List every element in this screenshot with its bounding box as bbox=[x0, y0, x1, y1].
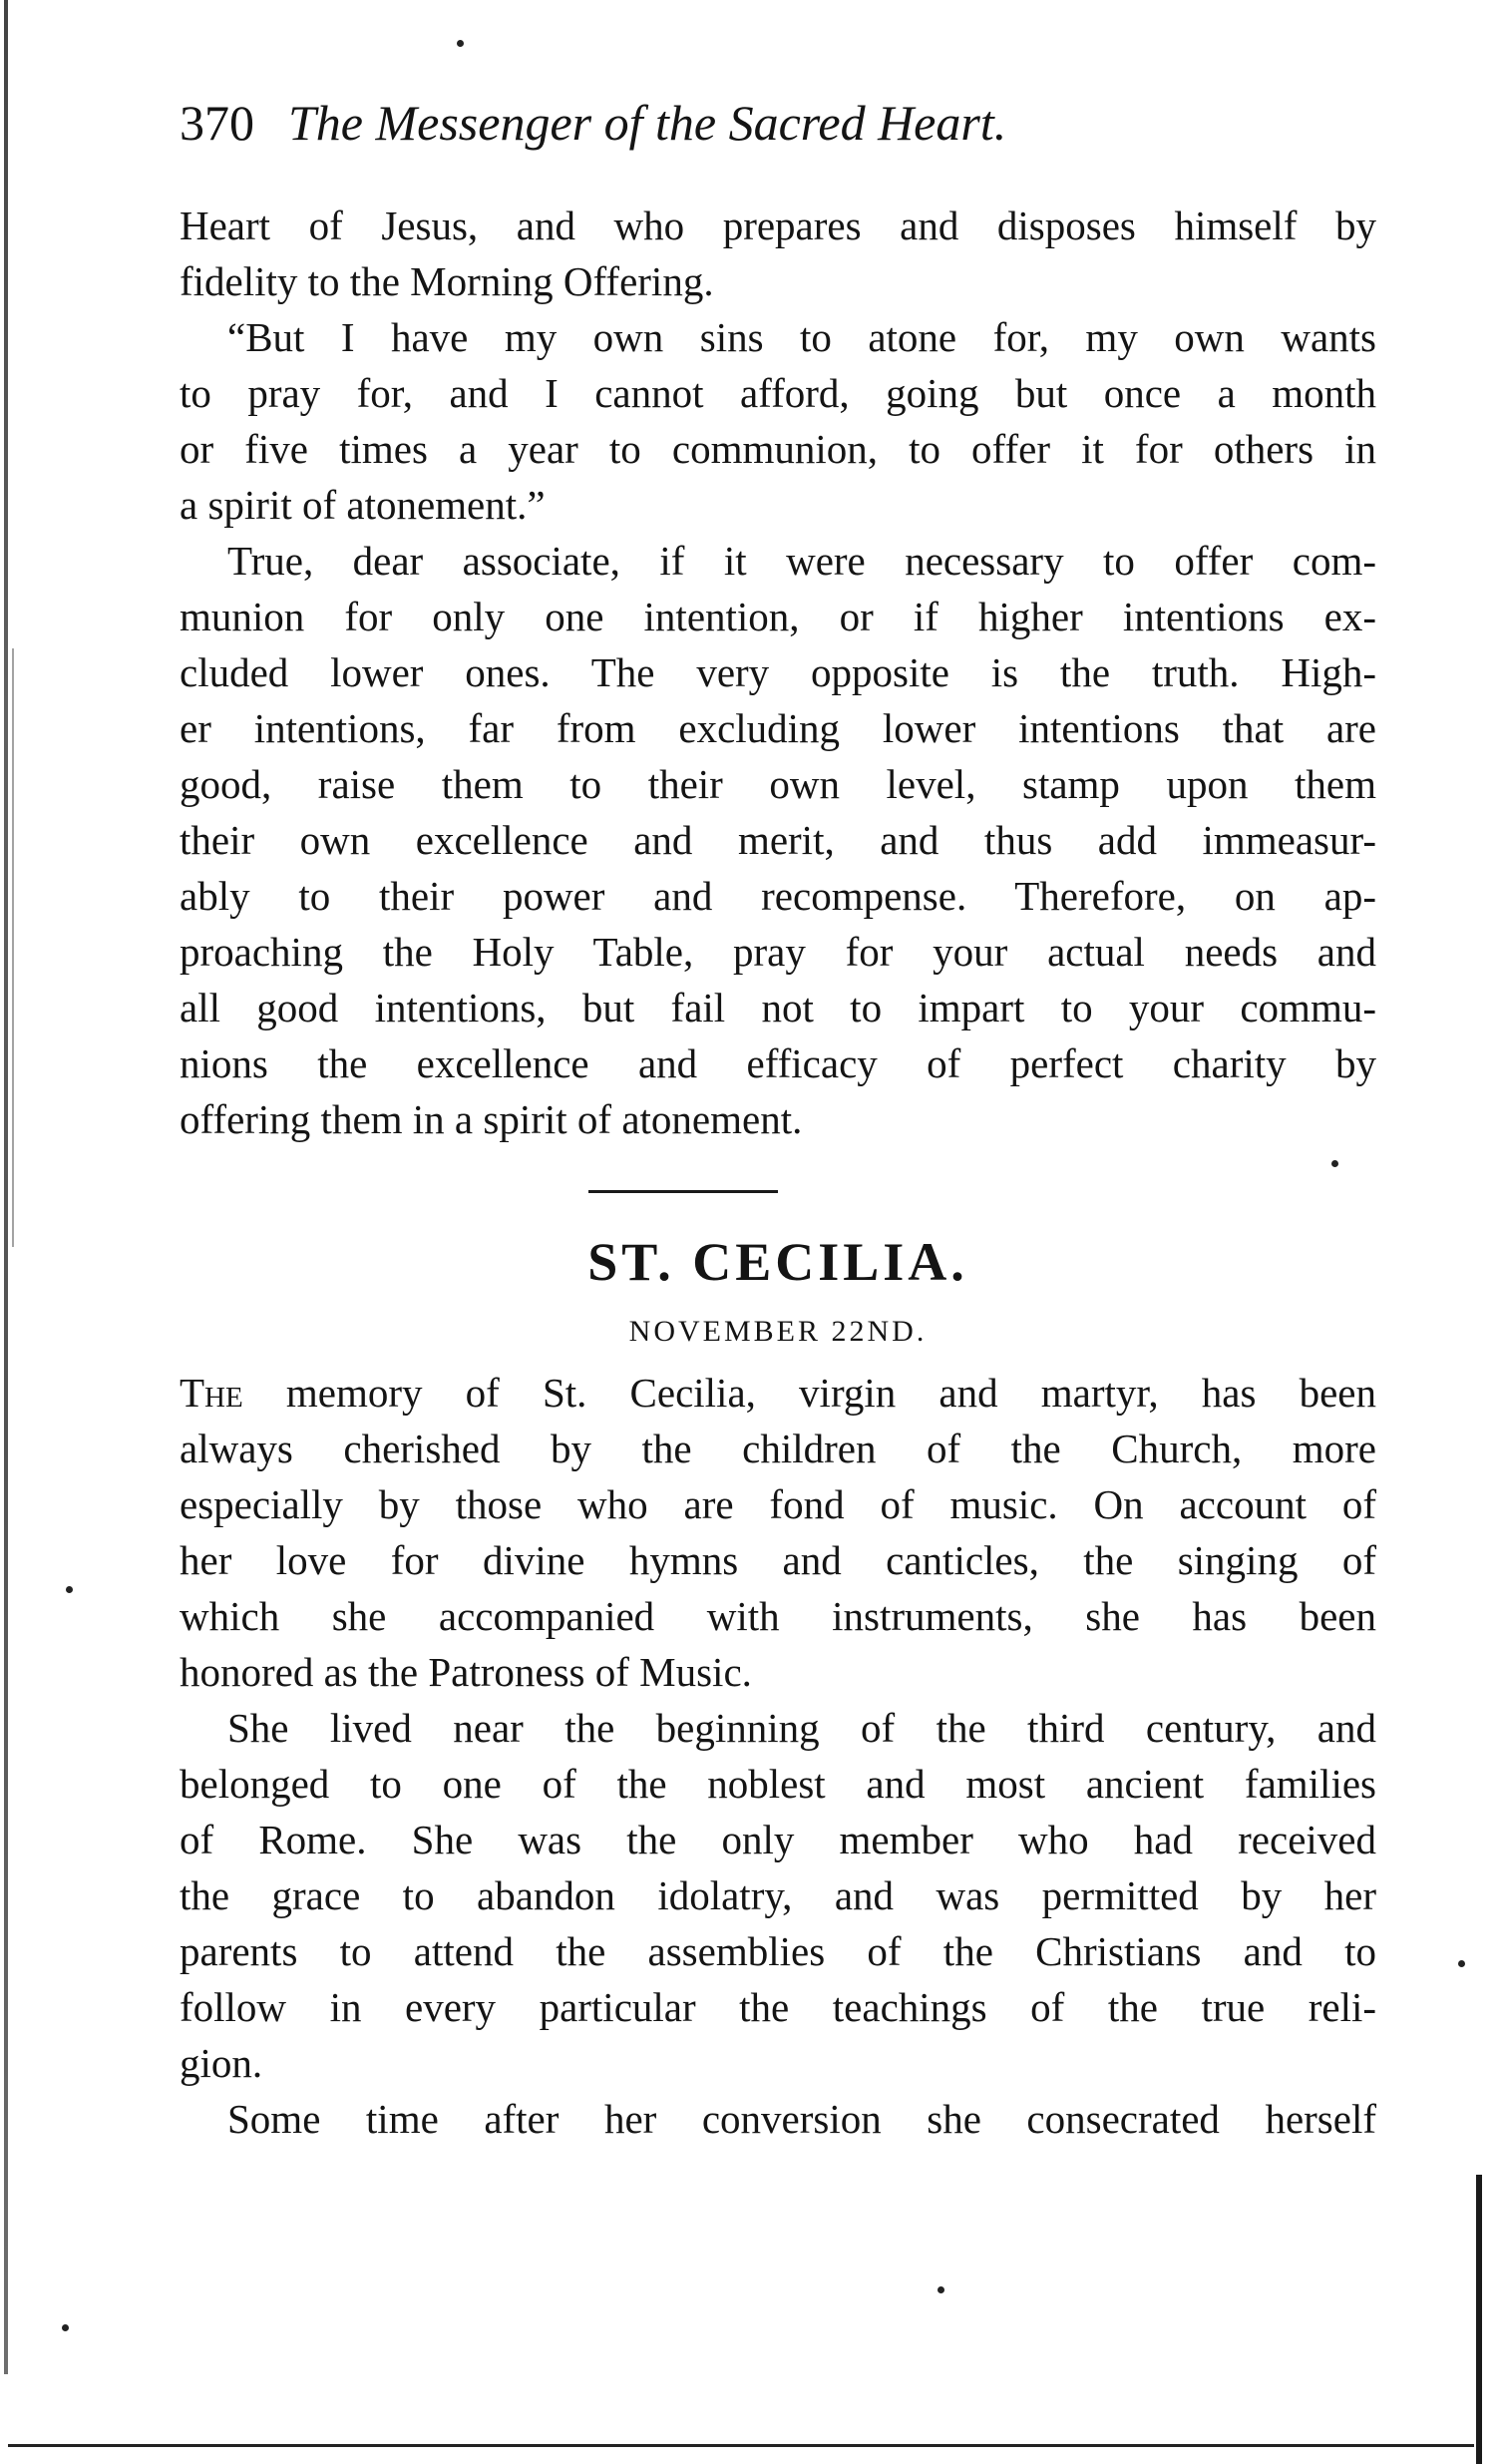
text-line: parents to attend the assemblies of the Christians and to bbox=[180, 1928, 1376, 1974]
text-line: their own excellence and merit, and thus add immeasur- bbox=[180, 817, 1376, 863]
text-line: a spirit of atonement.” bbox=[180, 482, 546, 528]
text-line: True, dear associate, if it were necessary to offer com- bbox=[227, 538, 1376, 584]
scan-speck bbox=[1331, 1160, 1338, 1167]
text-line: ably to their power and recompense. Therefore, on ap- bbox=[180, 873, 1376, 919]
text-line: belonged to one of the noblest and most ancient families bbox=[180, 1761, 1376, 1807]
scan-speck bbox=[457, 40, 464, 47]
page-number: 370 bbox=[180, 95, 254, 151]
text-line: nions the excellence and efficacy of perfect charity by bbox=[180, 1040, 1376, 1086]
text-line: which she accompanied with instruments, she has been bbox=[180, 1593, 1376, 1639]
scan-speck bbox=[938, 2286, 944, 2293]
text-line: of Rome. She was the only member who had received bbox=[180, 1817, 1376, 1862]
text-line: She lived near the beginning of the third century, and bbox=[227, 1705, 1376, 1751]
scan-bottom-edge bbox=[8, 2444, 1474, 2447]
text-line: er intentions, far from excluding lower intentions that are bbox=[180, 705, 1376, 751]
text-line: to pray for, and I cannot afford, going but once a month bbox=[180, 370, 1376, 416]
section-title: ST. CECILIA. bbox=[587, 1232, 968, 1292]
text-line: proaching the Holy Table, pray for your actual needs and bbox=[180, 929, 1376, 975]
text-line: good, raise them to their own level, stamp upon them bbox=[180, 761, 1376, 807]
article-continuation bbox=[180, 198, 1376, 1147]
scan-speck bbox=[62, 2324, 69, 2331]
text-line: always cherished by the children of the Church, more bbox=[180, 1426, 1376, 1471]
text-line bbox=[180, 1365, 1376, 1421]
text-line: munion for only one intention, or if higher intentions ex- bbox=[180, 594, 1376, 639]
text-line: all good intentions, but fail not to impart to your commu- bbox=[180, 985, 1376, 1030]
text-line: cluded lower ones. The very opposite is the truth. High- bbox=[180, 649, 1376, 695]
scan-right-edge bbox=[1476, 2175, 1482, 2464]
text-line: offering them in a spirit of atonement. bbox=[180, 1096, 803, 1142]
running-head bbox=[180, 88, 1376, 158]
text-line: fidelity to the Morning Offering. bbox=[180, 258, 714, 304]
text-line: or five times a year to communion, to offer it for others in bbox=[180, 426, 1376, 472]
text-line: honored as the Patroness of Music. bbox=[180, 1649, 752, 1695]
opening-line-text: memory of St. Cecilia, virgin and martyr, has been bbox=[242, 1370, 1376, 1416]
scan-left-edge bbox=[4, 0, 8, 2374]
scan-speck bbox=[66, 1586, 73, 1593]
text-line: gion. bbox=[180, 2040, 263, 2086]
text-line: the grace to abandon idolatry, and was permitted by her bbox=[180, 1872, 1376, 1918]
running-title: The Messenger of the Sacred Heart. bbox=[288, 95, 1007, 151]
text-line: “But I have my own sins to atone for, my own wants bbox=[227, 314, 1376, 360]
text-line: her love for divine hymns and canticles, the singing of bbox=[180, 1537, 1376, 1583]
text-line: Heart of Jesus, and who prepares and disposes himself by bbox=[180, 203, 1376, 248]
text-line: Some time after her conversion she consecrated herself bbox=[227, 2096, 1376, 2142]
scan-speck bbox=[1458, 1960, 1465, 1967]
opening-word: The bbox=[180, 1370, 243, 1416]
section-date: NOVEMBER 22ND. bbox=[628, 1315, 928, 1348]
text-line: follow in every particular the teachings of the true reli- bbox=[180, 1984, 1376, 2030]
scan-left-edge-shadow bbox=[12, 648, 14, 1247]
st-cecilia-article bbox=[180, 1365, 1376, 2147]
text-line: especially by those who are fond of music. On account of bbox=[180, 1481, 1376, 1527]
section-divider bbox=[588, 1190, 778, 1193]
